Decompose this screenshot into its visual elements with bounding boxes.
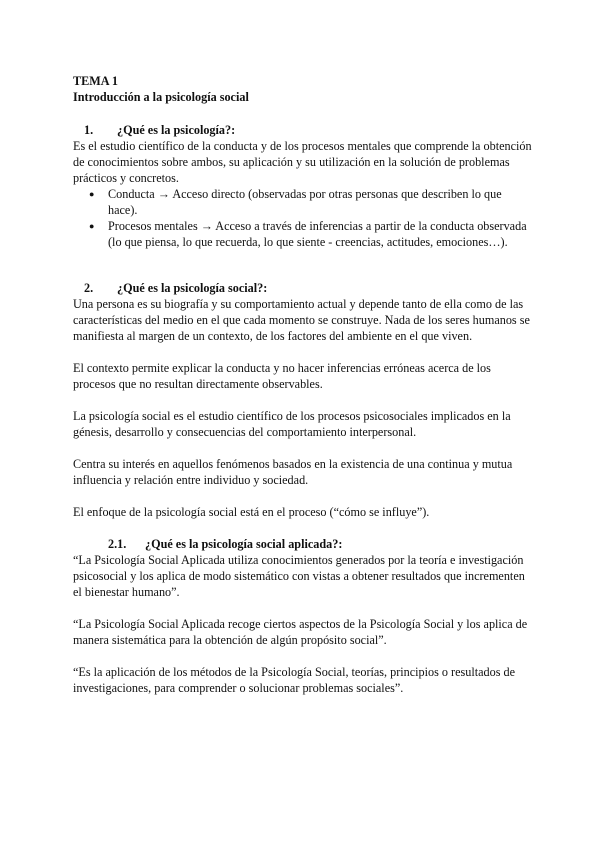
- section-2-number: 2.: [84, 281, 94, 295]
- quote-1: “La Psicología Social Aplicada utiliza conocimientos generados por la teoría e investigación psicosocial y los aplica de modo sistemático con vistas a obtener resultados que incrementen el bienestar humano”.: [73, 553, 525, 599]
- section-2-title: ¿Qué es la psicología social?:: [117, 281, 268, 295]
- section-1-paragraph: Es el estudio científico de la conducta y de los procesos mentales que comprende la obtención de conocimientos sobre ambos, su aplicación y su utilización en la solución de problemas prácticos y concretos.: [73, 139, 532, 185]
- section-2-paragraph-3: La psicología social es el estudio científico de los procesos psicosociales implicados en la génesis, desarrollo y consecuencias del comportamiento interpersonal.: [73, 409, 511, 439]
- section-2-paragraph-1: Una persona es su biografía y su comportamiento actual y depende tanto de ella como de las características del medio en el que cada momento se construye. Nada de los seres humanos se manifiesta al margen de un contexto, de los factores del ambiente en el que viven.: [73, 297, 530, 343]
- bullet-item-procesos-mentales: ● Procesos mentales → Acceso a través de inferencias a partir de la conducta observada (lo que piensa, lo que recuerda, lo que siente - creencias, actitudes, emociones…).: [73, 218, 533, 250]
- quote-2: “La Psicología Social Aplicada recoge ciertos aspectos de la Psicología Social y los aplica de manera sistemática para la obtención de algún propósito social”.: [73, 617, 528, 647]
- section-1-bullet-list: [73, 186, 533, 250]
- section-2-heading: [84, 280, 267, 296]
- bullet-item-conducta: ● Conducta → Acceso directo (observadas por otras personas que describen lo que hace).: [73, 186, 533, 218]
- section-2-paragraph-4: Centra su interés en aquellos fenómenos basados en la existencia de una continua y mutua influencia y relación entre individuo y sociedad.: [73, 457, 513, 487]
- section-2-1-heading: [108, 536, 342, 552]
- section-1-heading: [84, 122, 235, 138]
- section-1-title: ¿Qué es la psicología?:: [117, 123, 236, 137]
- section-2-1-title: ¿Qué es la psicología social aplicada?:: [145, 537, 343, 551]
- doc-subtitle: Introducción a la psicología social: [73, 90, 249, 104]
- quote-3: “Es la aplicación de los métodos de la Psicología Social, teorías, principios o resultados de investigaciones, para comprender o solucionar problemas sociales”.: [73, 665, 516, 695]
- section-1-number: 1.: [84, 123, 94, 137]
- section-2-1-number: 2.1.: [108, 537, 127, 551]
- doc-title: TEMA 1: [73, 74, 119, 88]
- section-2-paragraph-2: El contexto permite explicar la conducta y no hacer inferencias erróneas acerca de los procesos que no resultan directamente observables.: [73, 361, 491, 391]
- section-2-paragraph-5: El enfoque de la psicología social está en el proceso (“cómo se influye”).: [73, 505, 430, 519]
